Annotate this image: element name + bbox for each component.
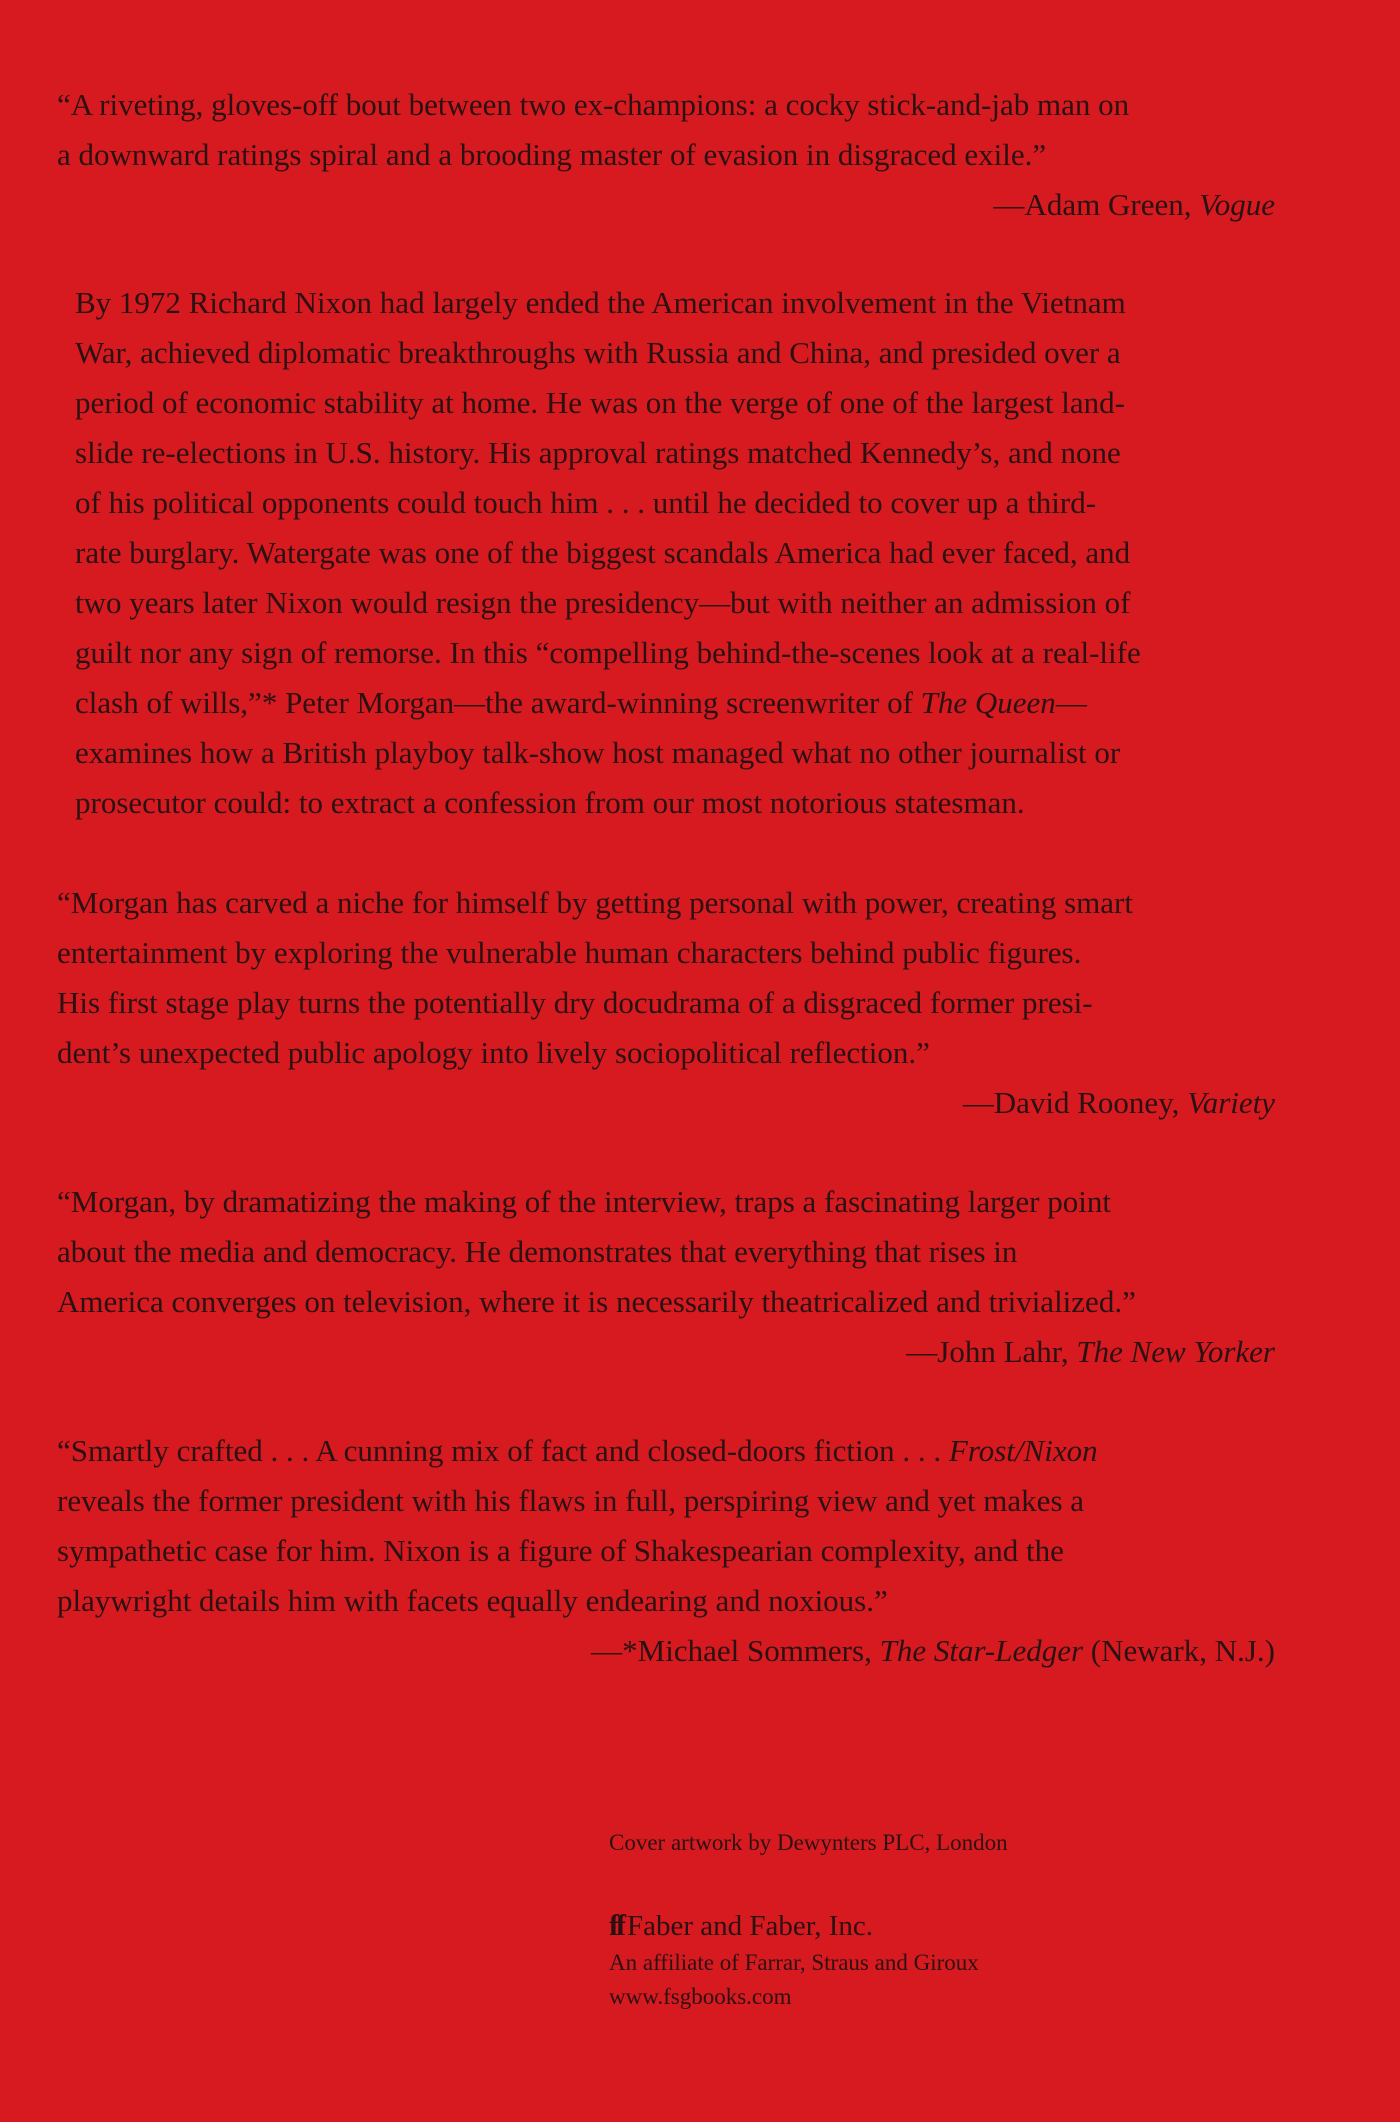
publisher-affiliate: An affiliate of Farrar, Straus and Giroux <box>609 1950 979 1975</box>
publication-name: Variety <box>1187 1085 1275 1120</box>
book-description <box>75 278 1275 828</box>
publisher-name-line <box>609 1906 1008 1946</box>
description-line: By 1972 Richard Nixon had largely ended the American involvement in the Vietnam <box>75 285 1126 320</box>
film-title: The Queen <box>920 685 1056 720</box>
description-line: slide re-elections in U.S. history. His approval ratings matched Kennedy’s, and none <box>75 435 1121 470</box>
quote-line: “Morgan, by dramatizing the making of the interview, traps a fascinating larger point <box>57 1184 1111 1219</box>
review-quote-variety <box>57 878 1275 1128</box>
quote-attribution: —John Lahr, The New Yorker <box>906 1334 1275 1369</box>
quote-text <box>57 80 1275 180</box>
quote-line: playwright details him with facets equally endearing and noxious.” <box>57 1583 888 1618</box>
quote-line: dent’s unexpected public apology into lively sociopolitical reflection.” <box>57 1035 930 1070</box>
quote-line: His first stage play turns the potentially dry docudrama of a disgraced former presi- <box>57 985 1093 1020</box>
quote-text <box>57 1177 1275 1327</box>
description-line: clash of wills,”* Peter Morgan—the award-winning screenwriter of The Queen— <box>75 685 1087 720</box>
quote-line: sympathetic case for him. Nixon is a figure of Shakespearian complexity, and the <box>57 1533 1064 1568</box>
play-title: Frost/Nixon <box>948 1433 1098 1468</box>
quote-attribution: —David Rooney, Variety <box>962 1085 1275 1120</box>
faber-logo-icon: ff <box>609 1909 623 1942</box>
description-line: of his political opponents could touch him . . . until he decided to cover up a third- <box>75 485 1097 520</box>
quote-attribution: —*Michael Sommers, The Star-Ledger (Newark, N.J.) <box>591 1633 1275 1668</box>
review-quote-vogue <box>57 80 1275 230</box>
publisher-name: Faber and Faber, Inc. <box>626 1910 874 1942</box>
review-quote-new-yorker <box>57 1177 1275 1377</box>
publisher-website: www.fsgbooks.com <box>609 1984 792 2009</box>
publication-name: The Star-Ledger <box>879 1633 1084 1668</box>
quote-line: “A riveting, gloves-off bout between two ex-champions: a cocky stick-and-jab man on <box>57 87 1130 122</box>
review-quote-star-ledger <box>57 1426 1275 1676</box>
quote-text <box>57 878 1275 1078</box>
description-line: two years later Nixon would resign the presidency—but with neither an admission of <box>75 585 1131 620</box>
description-line: prosecutor could: to extract a confession from our most notorious statesman. <box>75 785 1025 820</box>
quote-text <box>57 1426 1275 1626</box>
publication-name: The New Yorker <box>1076 1334 1275 1369</box>
quote-line: “Morgan has carved a niche for himself by getting personal with power, creating smart <box>57 885 1133 920</box>
quote-line: entertainment by exploring the vulnerable human characters behind public figures. <box>57 935 1082 970</box>
publisher-credits <box>609 1826 1008 2014</box>
description-line: examines how a British playboy talk-show host managed what no other journalist or <box>75 735 1121 770</box>
description-line: period of economic stability at home. He was on the verge of one of the largest land- <box>75 385 1125 420</box>
quote-line: “Smartly crafted . . . A cunning mix of fact and closed-doors fiction . . . Frost/Nixon <box>57 1433 1098 1468</box>
quote-line: reveals the former president with his flaws in full, perspiring view and yet makes a <box>57 1483 1085 1518</box>
quote-line: America converges on television, where it is necessarily theatricalized and trivialized.” <box>57 1284 1136 1319</box>
quote-line: a downward ratings spiral and a brooding master of evasion in disgraced exile.” <box>57 137 1047 172</box>
quote-attribution: —Adam Green, Vogue <box>993 187 1275 222</box>
description-line: guilt nor any sign of remorse. In this “compelling behind-the-scenes look at a real-life <box>75 635 1141 670</box>
cover-artwork-credit: Cover artwork by Dewynters PLC, London <box>609 1830 1008 1855</box>
publication-name: Vogue <box>1199 187 1275 222</box>
description-line: War, achieved diplomatic breakthroughs with Russia and China, and presided over a <box>75 335 1121 370</box>
quote-line: about the media and democracy. He demonstrates that everything that rises in <box>57 1234 1018 1269</box>
description-line: rate burglary. Watergate was one of the biggest scandals America had ever faced, and <box>75 535 1131 570</box>
